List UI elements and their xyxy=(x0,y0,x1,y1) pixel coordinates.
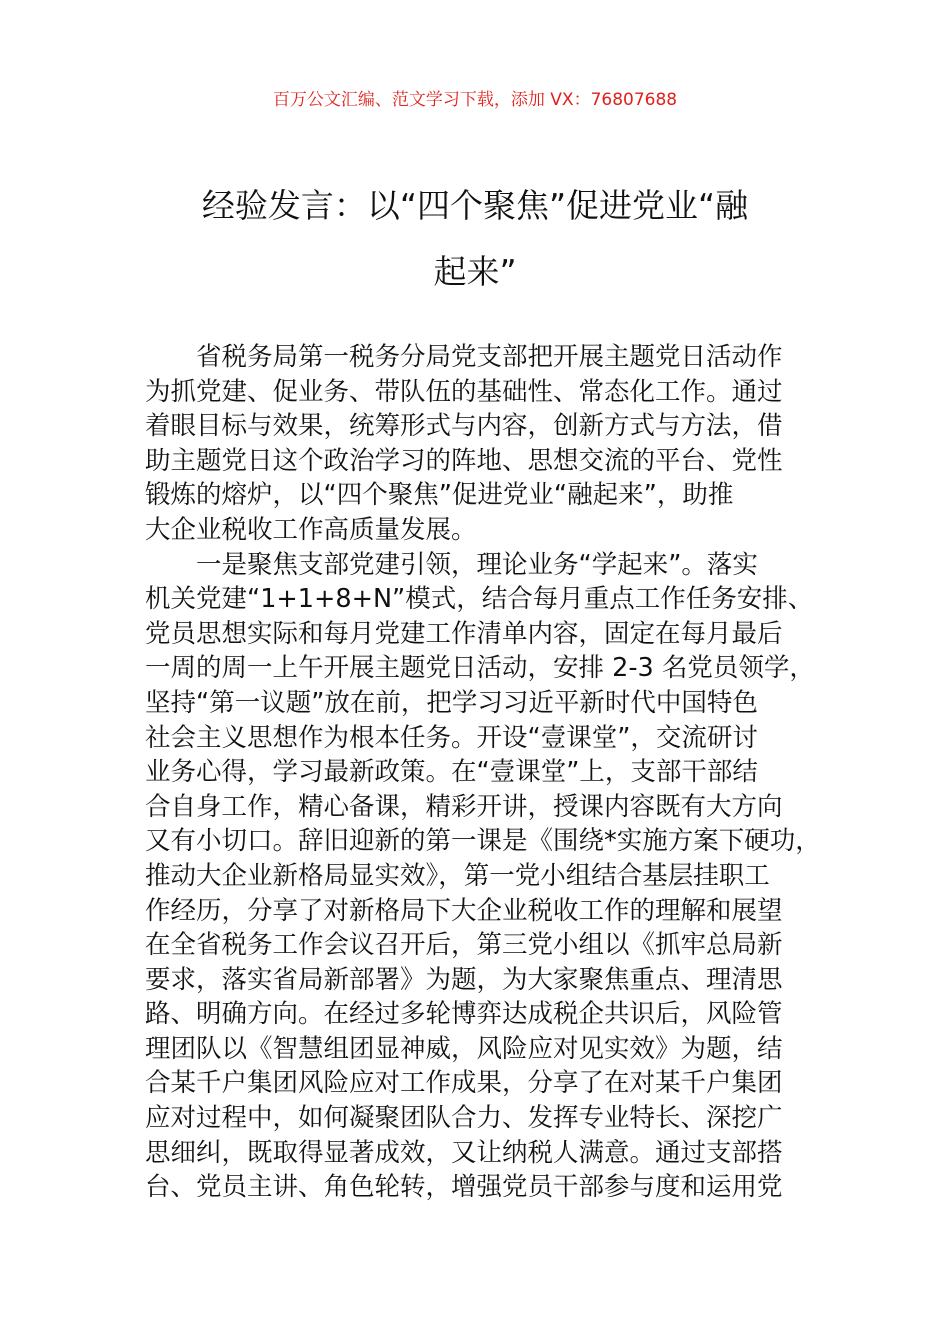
body-text-line: 路、明确方向。在经过多轮博弈达成税企共识后，风险管 xyxy=(145,999,783,1030)
body-text-line: 又有小切口。辞旧迎新的第一课是《围绕*实施方案下硬功， xyxy=(145,826,821,857)
body-text-line: 党员思想实际和每月党建工作清单内容，固定在每月最后 xyxy=(145,618,783,649)
body-text-line: 机关党建“1+1+8+N”模式，结合每月重点工作任务安排、 xyxy=(145,584,814,615)
body-text-line: 作经历，分享了对新格局下大企业税收工作的理解和展望 xyxy=(145,895,783,926)
body-text-line: 一是聚焦支部党建引领，理论业务“学起来”。落实 xyxy=(196,549,758,580)
body-text-line: 着眼目标与效果，统筹形式与内容，创新方式与方法，借 xyxy=(145,411,783,442)
body-text-line: 应对过程中，如何凝聚团队合力、发挥专业特长、深挖广 xyxy=(145,1103,783,1134)
body-text-line: 社会主义思想作为根本任务。开设“壹课堂”，交流研讨 xyxy=(145,722,758,753)
body-text-line: 合某千户集团风险应对工作成果，分享了在对某千户集团 xyxy=(145,1068,783,1099)
body-text-line: 在全省税务工作会议召开后，第三党小组以《抓牢总局新 xyxy=(145,930,783,961)
body-text-line: 省税务局第一税务分局党支部把开展主题党日活动作 xyxy=(196,342,783,372)
watermark-header: 百万公文汇编、范文学习下载，添加 VX：76807688 xyxy=(272,90,678,110)
body-text-line: 要求，落实省局新部署》为题，为大家聚焦重点、理清思 xyxy=(145,964,783,995)
body-text-line: 为抓党建、促业务、带队伍的基础性、常态化工作。通过 xyxy=(145,376,783,407)
document-title-line-1: 经验发言：以“四个聚焦”促进党业“融 xyxy=(201,186,749,225)
body-text-line: 思细纠，既取得显著成效，又让纳税人满意。通过支部搭 xyxy=(145,1137,783,1168)
body-text-line: 坚持“第一议题”放在前，把学习习近平新时代中国特色 xyxy=(145,687,758,718)
body-text-line: 一周的周一上午开展主题党日活动，安排 2-3 名党员领学， xyxy=(145,653,815,684)
document-title-line-2: 起来” xyxy=(433,252,517,291)
body-text-line: 助主题党日这个政治学习的阵地、思想交流的平台、党性 xyxy=(145,445,783,476)
body-text-line: 业务心得，学习最新政策。在“壹课堂”上，支部干部结 xyxy=(145,757,758,788)
body-text-line: 推动大企业新格局显实效》，第一党小组结合基层挂职工 xyxy=(145,860,770,891)
body-text-line: 锻炼的熔炉，以“四个聚焦”促进党业“融起来”，助推 xyxy=(145,480,734,511)
body-text-line: 台、党员主讲、角色轮转，增强党员干部参与度和运用党 xyxy=(145,1172,783,1203)
body-text-line: 合自身工作，精心备课，精彩开讲，授课内容既有大方向 xyxy=(145,791,783,822)
body-text-line: 理团队以《智慧组团显神威，风险应对见实效》为题，结 xyxy=(145,1033,783,1064)
document-body xyxy=(145,340,845,1205)
body-text-line: 大企业税收工作高质量发展。 xyxy=(145,514,477,545)
